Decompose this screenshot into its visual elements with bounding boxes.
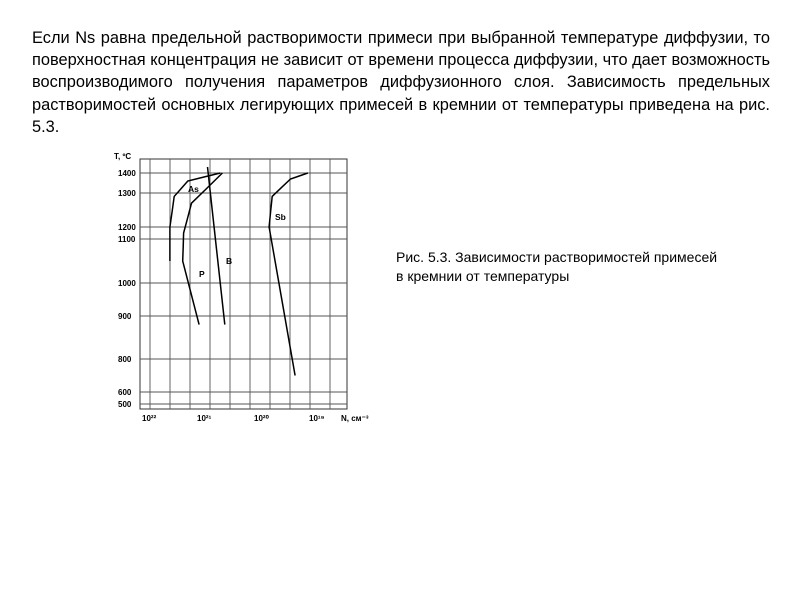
- curve-sb: [269, 173, 308, 376]
- curve-label-p: P: [199, 269, 205, 279]
- figure-caption: [396, 248, 776, 286]
- y-tick-label: 1400: [118, 169, 136, 178]
- x-tick-label: 10¹⁹: [309, 414, 325, 423]
- y-tick-label: 900: [118, 312, 132, 321]
- x-tick-label: 10²¹: [197, 414, 212, 423]
- x-tick-label: 10²⁰: [254, 414, 269, 423]
- caption-line-1: Рис. 5.3. Зависимости растворимостей примесей: [396, 249, 718, 265]
- body-paragraph: Если Ns равна предельной растворимости примеси при выбранной температуре диффузии, то поверхностная концентрация не зависит от времени процесса диффузии, что дает возможность воспроизводимого получения параметров диффузионного слоя. Зависимость предельных растворимостей основных легирующих примесей в кремнии от температуры приведена на рис. 5.3.: [32, 29, 770, 136]
- y-tick-label: 1200: [118, 223, 136, 232]
- y-tick-label: 500: [118, 400, 132, 409]
- y-tick-label: 1000: [118, 279, 136, 288]
- solubility-chart: [105, 145, 385, 430]
- x-axis-label: N, см⁻³: [341, 414, 369, 423]
- curve-label-sb: Sb: [275, 212, 286, 222]
- y-tick-label: 800: [118, 355, 132, 364]
- plot-frame: [140, 159, 347, 409]
- curve-label-as: As: [188, 184, 199, 194]
- curve-label-b: B: [226, 256, 233, 266]
- y-tick-label: 1300: [118, 189, 136, 198]
- y-tick-label: 1100: [118, 235, 136, 244]
- y-axis-label: T, ºC: [114, 152, 132, 161]
- x-tick-label: 10²²: [142, 414, 157, 423]
- caption-line-2: в кремнии от температуры: [396, 268, 570, 284]
- y-tick-label: 600: [118, 388, 132, 397]
